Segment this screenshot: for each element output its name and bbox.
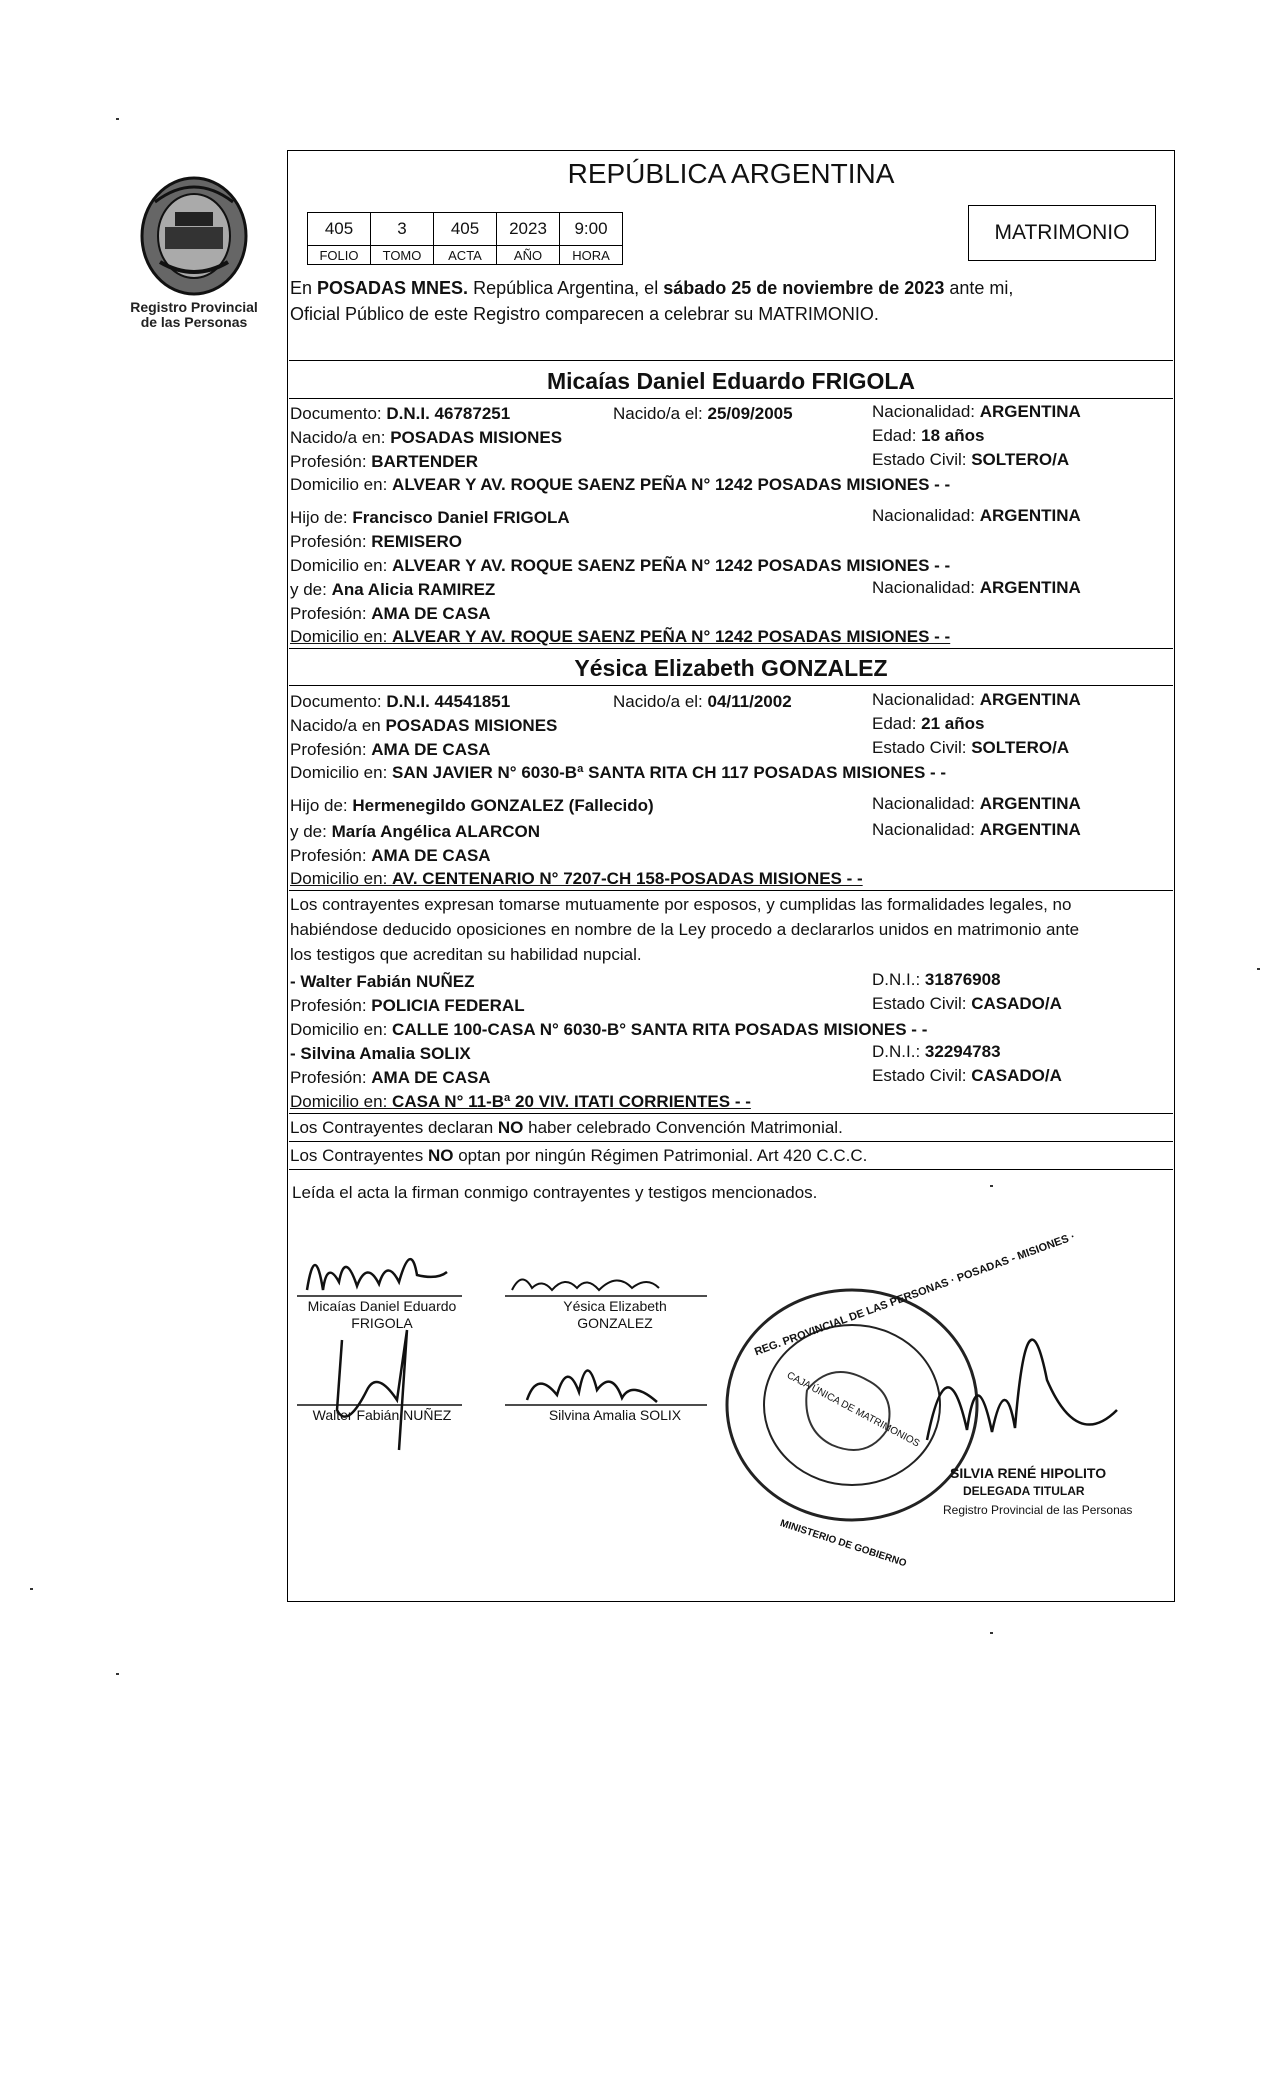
witness2-address: Domicilio en: CASA N° 11-Bª 20 VIV. ITATI CORRIENTES - - <box>290 1092 751 1111</box>
intro-line1: En POSADAS MNES. República Argentina, el sábado 25 de noviembre de 2023 ante mi, <box>290 278 1014 298</box>
spouse1-father-nationality: Nacionalidad: ARGENTINA <box>872 506 1081 525</box>
spouse1-father-profession: Profesión: REMISERO <box>290 532 462 551</box>
signature-witness2-scribble <box>527 1370 657 1402</box>
logo-caption-line2: de las Personas <box>140 314 248 330</box>
spouse2-name: Yésica Elizabeth GONZALEZ <box>574 655 888 681</box>
spouse2-document: Documento: D.N.I. 44541851 <box>290 692 511 711</box>
witness2-name: - Silvina Amalia SOLIX <box>290 1044 471 1063</box>
scan-speck <box>116 1673 119 1675</box>
anio-value: 2023 <box>497 213 560 246</box>
spouse2-father: Hijo de: Hermenegildo GONZALEZ (Fallecido) <box>290 796 654 815</box>
registry-emblem-icon <box>135 172 253 300</box>
spouse1-document: Documento: D.N.I. 46787251 <box>290 404 511 423</box>
scan-speck <box>990 1632 993 1634</box>
divider <box>289 648 1173 649</box>
convention-line1: Los Contrayentes declaran NO haber celebrado Convención Matrimonial. <box>290 1118 843 1137</box>
divider <box>289 398 1173 399</box>
signature-bride-scribble <box>512 1279 659 1290</box>
folio-value: 405 <box>308 213 371 246</box>
declaration-line1: Los contrayentes expresan tomarse mutuamente por esposos, y cumplidas las formalidades legales, no <box>290 895 1072 914</box>
scan-speck <box>990 1185 993 1187</box>
officer-name: SILVIA RENÉ HIPOLITO <box>950 1465 1107 1481</box>
signature-witness1-caption: Walter Fabián NUÑEZ <box>312 1407 452 1423</box>
spouse2-nationality: Nacionalidad: ARGENTINA <box>872 690 1081 709</box>
divider <box>289 890 1173 891</box>
stamp-ring-text: REG. PROVINCIAL DE LAS PERSONAS · POSADAS - MISIONES · <box>753 1230 1077 1359</box>
spouse2-mother-address: Domicilio en: AV. CENTENARIO N° 7207-CH 158-POSADAS MISIONES - - <box>290 869 863 888</box>
divider <box>289 685 1173 686</box>
closing-text: Leída el acta la firman conmigo contrayentes y testigos mencionados. <box>292 1183 818 1202</box>
signature-bride-caption: Yésica Elizabeth GONZALEZ <box>563 1298 667 1331</box>
spouse1-father: Hijo de: Francisco Daniel FRIGOLA <box>290 508 570 527</box>
witness1-address: Domicilio en: CALLE 100-CASA N° 6030-B° SANTA RITA POSADAS MISIONES - - <box>290 1020 928 1039</box>
stamp-inner-text: CAJA ÚNICA DE MATRIMONIOS <box>784 1370 922 1450</box>
spouse2-address: Domicilio en: SAN JAVIER N° 6030-Bª SANTA RITA CH 117 POSADAS MISIONES - - <box>290 763 947 782</box>
spouse1-nationality: Nacionalidad: ARGENTINA <box>872 402 1081 421</box>
spouse1-address: Domicilio en: ALVEAR Y AV. ROQUE SAENZ PEÑA N° 1242 POSADAS MISIONES - - <box>290 475 951 494</box>
tomo-label: TOMO <box>371 246 434 265</box>
spouse2-father-nationality: Nacionalidad: ARGENTINA <box>872 794 1081 813</box>
intro-line2: Oficial Público de este Registro comparecen a celebrar su MATRIMONIO. <box>290 304 879 324</box>
country-title: REPÚBLICA ARGENTINA <box>567 158 895 189</box>
witness1-name: - Walter Fabián NUÑEZ <box>290 972 475 991</box>
signature-witness1-scribble <box>337 1330 407 1450</box>
spouse1-father-address: Domicilio en: ALVEAR Y AV. ROQUE SAENZ PEÑA N° 1242 POSADAS MISIONES - - <box>290 556 951 575</box>
witness1-profession: Profesión: POLICIA FEDERAL <box>290 996 525 1015</box>
logo-caption-line1: Registro Provincial <box>130 299 258 315</box>
hora-label: HORA <box>560 246 623 265</box>
officer-org: Registro Provincial de las Personas <box>943 1503 1133 1517</box>
divider <box>289 1169 1173 1170</box>
convention-line2: Los Contrayentes NO optan por ningún Régimen Patrimonial. Art 420 C.C.C. <box>290 1146 868 1165</box>
spouse2-civil-status: Estado Civil: SOLTERO/A <box>872 738 1070 757</box>
witness2-profession: Profesión: AMA DE CASA <box>290 1068 491 1087</box>
declaration-line3: los testigos que acreditan su habilidad nupcial. <box>290 945 642 964</box>
spouse2-profession: Profesión: AMA DE CASA <box>290 740 491 759</box>
spouse2-mother-profession: Profesión: AMA DE CASA <box>290 846 491 865</box>
spouse1-name: Micaías Daniel Eduardo FRIGOLA <box>546 368 916 394</box>
witness2-dni: D.N.I.: 32294783 <box>872 1042 1001 1061</box>
folio-table <box>307 212 623 265</box>
witness1-civil-status: Estado Civil: CASADO/A <box>872 994 1062 1013</box>
officer-title: DELEGADA TITULAR <box>963 1484 1085 1498</box>
anio-label: AÑO <box>497 246 560 265</box>
spouse1-mother-profession: Profesión: AMA DE CASA <box>290 604 491 623</box>
spouse2-mother-nationality: Nacionalidad: ARGENTINA <box>872 820 1081 839</box>
act-type-box: MATRIMONIO <box>968 205 1156 261</box>
signature-groom-scribble <box>307 1259 447 1290</box>
folio-label: FOLIO <box>308 246 371 265</box>
stamp-bottom-text: MINISTERIO DE GOBIERNO <box>778 1518 908 1570</box>
acta-value: 405 <box>434 213 497 246</box>
declaration-line2: habiéndose deducido oposiciones en nombre de la Ley procedo a declararlos unidos en matrimonio ante <box>290 920 1080 939</box>
tomo-value: 3 <box>371 213 434 246</box>
officer-signature-scribble <box>927 1340 1117 1440</box>
signature-witness2-caption: Silvina Amalia SOLIX <box>548 1407 682 1423</box>
spouse1-age: Edad: 18 años <box>872 426 985 445</box>
acta-label: ACTA <box>434 246 497 265</box>
spouse1-mother-address: Domicilio en: ALVEAR Y AV. ROQUE SAENZ PEÑA N° 1242 POSADAS MISIONES - - <box>290 627 951 646</box>
spouse2-age: Edad: 21 años <box>872 714 985 733</box>
scan-speck <box>1257 968 1260 970</box>
spouse1-profession: Profesión: BARTENDER <box>290 452 478 471</box>
signature-groom-caption: Micaías Daniel Eduardo FRIGOLA <box>307 1298 457 1331</box>
spouse2-birthdate: Nacido/a el: 04/11/2002 <box>613 692 792 711</box>
spouse2-mother: y de: María Angélica ALARCON <box>290 822 541 841</box>
spouse1-mother: y de: Ana Alicia RAMIREZ <box>290 580 496 599</box>
divider <box>289 360 1173 361</box>
witness1-dni: D.N.I.: 31876908 <box>872 970 1001 989</box>
hora-value: 9:00 <box>560 213 623 246</box>
scan-speck <box>30 1588 33 1590</box>
spouse1-birthplace: Nacido/a en: POSADAS MISIONES <box>290 428 563 447</box>
spouse2-birthplace: Nacido/a en POSADAS MISIONES <box>290 716 558 735</box>
witness2-civil-status: Estado Civil: CASADO/A <box>872 1066 1062 1085</box>
spouse1-mother-nationality: Nacionalidad: ARGENTINA <box>872 578 1081 597</box>
spouse1-civil-status: Estado Civil: SOLTERO/A <box>872 450 1070 469</box>
registry-logo <box>128 172 260 347</box>
scan-speck <box>116 118 119 120</box>
divider <box>289 1141 1173 1142</box>
divider <box>289 1113 1173 1114</box>
spouse1-birthdate: Nacido/a el: 25/09/2005 <box>613 404 793 423</box>
